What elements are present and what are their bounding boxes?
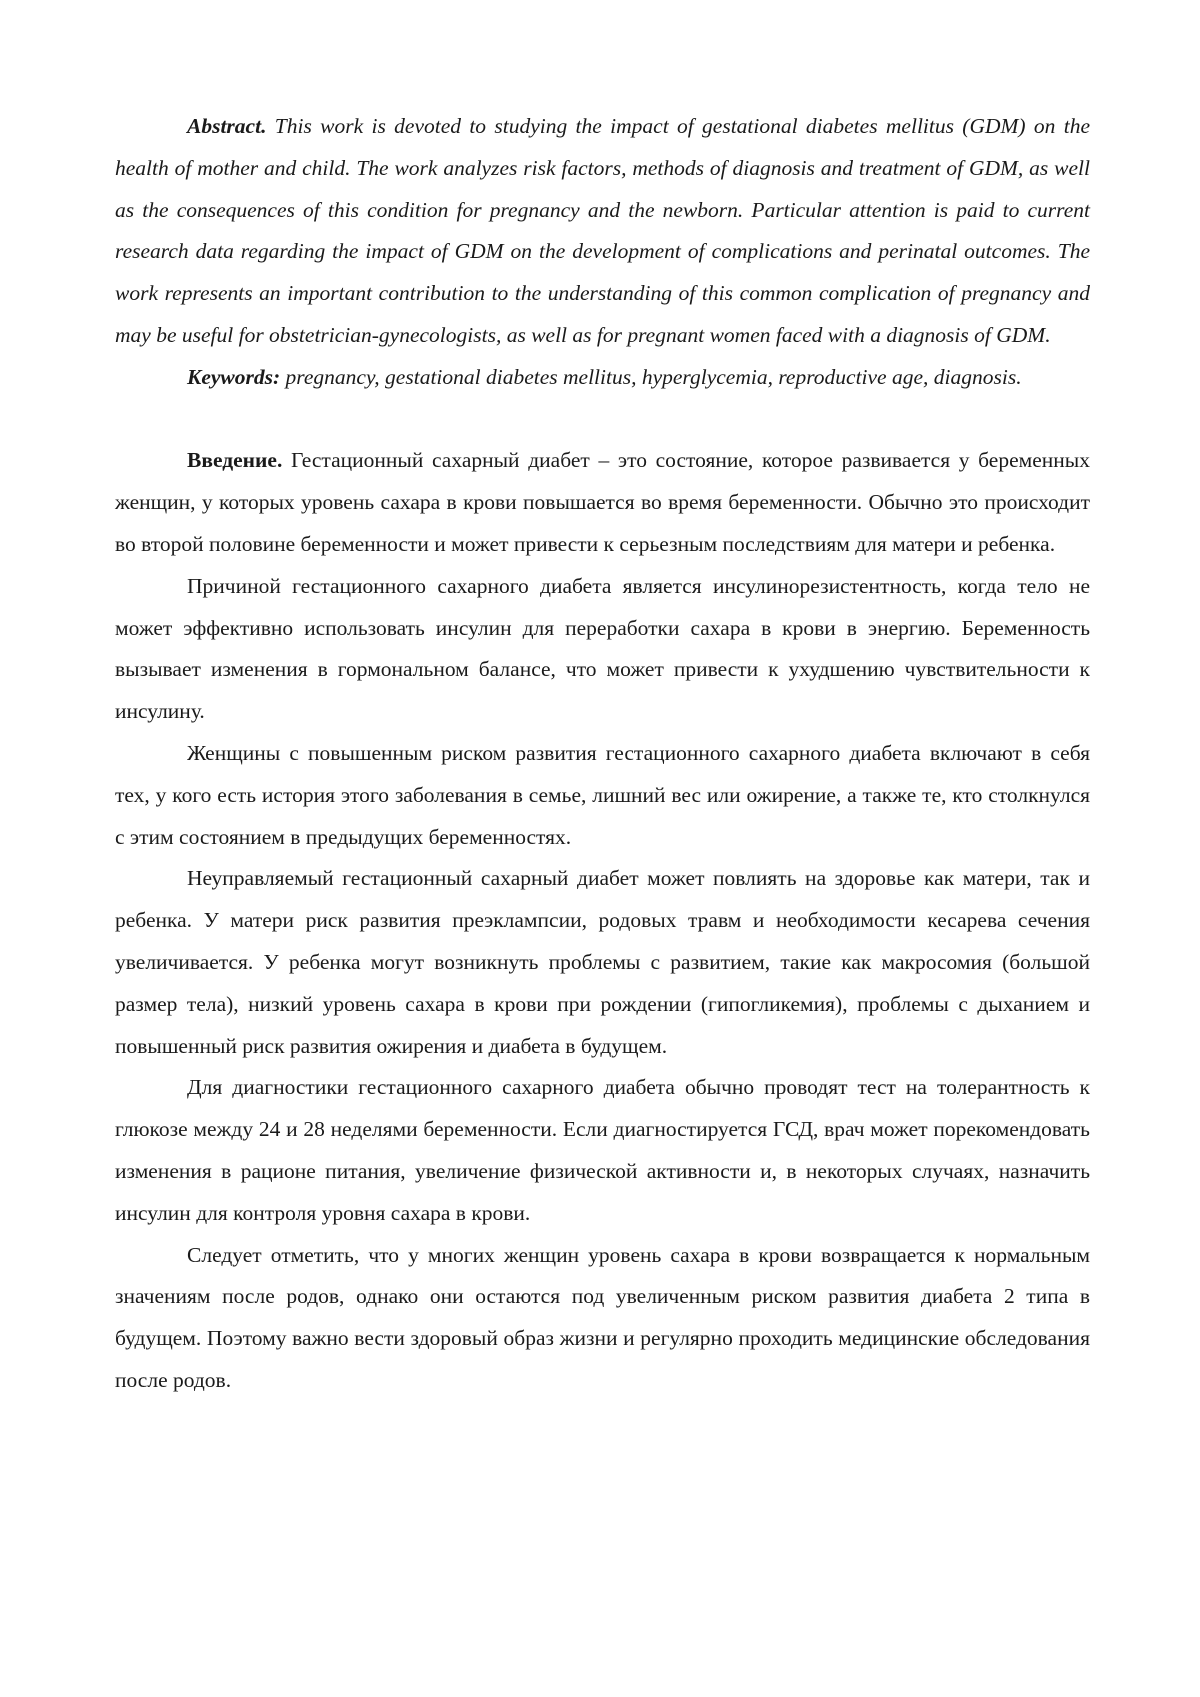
introduction-label: Введение. (187, 448, 282, 472)
keywords-label: Keywords: (187, 365, 280, 389)
abstract-paragraph (115, 106, 1090, 357)
body-paragraph: Неуправляемый гестационный сахарный диабет может повлиять на здоровье как матери, так и ребенка. У матери риск развития преэклампсии, родовых травм и необходимости кесарева сечения увеличивается. У ребенка могут возникнуть проблемы с развитием, такие как макросомия (большой размер тела), низкий уровень сахара в крови при рождении (гипогликемия), проблемы с дыханием и повышенный риск развития ожирения и диабета в будущем. (115, 858, 1090, 1067)
abstract-section (115, 106, 1090, 399)
body-paragraph: Для диагностики гестационного сахарного диабета обычно проводят тест на толерантность к глюкозе между 24 и 28 неделями беременности. Если диагностируется ГСД, врач может порекомендовать изменения в рационе питания, увеличение физической активности и, в некоторых случаях, назначить инсулин для контроля уровня сахара в крови. (115, 1067, 1090, 1234)
section-spacer (115, 399, 1090, 441)
body-paragraph: Причиной гестационного сахарного диабета является инсулинорезистентность, когда тело не может эффективно использовать инсулин для переработки сахара в крови в энергию. Беременность вызывает изменения в гормональном балансе, что может привести к ухудшению чувствительности к инсулину. (115, 566, 1090, 733)
body-paragraph: Следует отметить, что у многих женщин уровень сахара в крови возвращается к нормальным значениям после родов, однако они остаются под увеличенным риском развития диабета 2 типа в будущем. Поэтому важно вести здоровый образ жизни и регулярно проходить медицинские обследования после родов. (115, 1235, 1090, 1402)
body-section (115, 440, 1090, 1401)
body-paragraph: Женщины с повышенным риском развития гестационного сахарного диабета включают в себя тех, у кого есть история этого заболевания в семье, лишний вес или ожирение, а также те, кто столкнулся с этим состоянием в предыдущих беременностях. (115, 733, 1090, 858)
abstract-text: This work is devoted to studying the impact of gestational diabetes mellitus (GDM) on the health of mother and child. The work analyzes risk factors, methods of diagnosis and treatment of GDM, as well as the consequences of this condition for pregnancy and the newborn. Particular attention is paid to current research data regarding the impact of GDM on the development of complications and perinatal outcomes. The work represents an important contribution to the understanding of this common complication of pregnancy and may be useful for obstetrician-gynecologists, as well as for pregnant women faced with a diagnosis of GDM. (115, 114, 1090, 347)
keywords-text: pregnancy, gestational diabetes mellitus, hyperglycemia, reproductive age, diagnosis. (286, 365, 1022, 389)
introduction-text: Гестационный сахарный диабет – это состояние, которое развивается у беременных женщин, у которых уровень сахара в крови повышается во время беременности. Обычно это происходит во второй половине беременности и может привести к серьезным последствиям для матери и ребенка. (115, 448, 1090, 556)
introduction-paragraph (115, 440, 1090, 565)
abstract-label: Abstract. (187, 114, 266, 138)
keywords-paragraph (115, 357, 1090, 399)
document-page (115, 106, 1090, 1402)
